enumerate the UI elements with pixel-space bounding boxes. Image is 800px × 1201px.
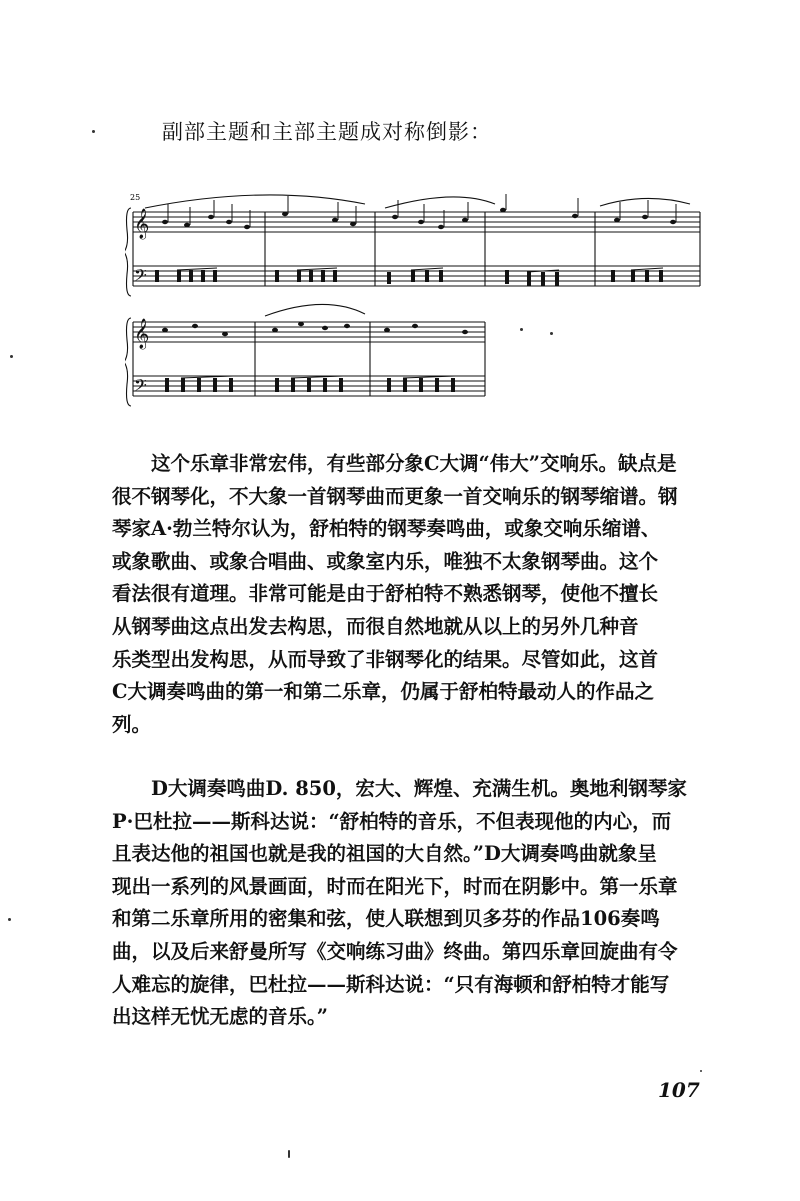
text-line: 很不钢琴化，不大象一首钢琴曲而更象一首交响乐的钢琴缩谱。钢 (112, 484, 678, 508)
scan-speck (288, 1150, 290, 1158)
scan-speck (10, 355, 13, 358)
text-line: 人难忘的旋律，巴杜拉——斯科达说：“只有海顿和舒柏特才能写 (112, 972, 670, 996)
text-line: 和第二乐章所用的密集和弦，使人联想到贝多芬的作品106奏鸣 (112, 907, 660, 931)
text-line: 列。 (112, 712, 152, 736)
text-line: 且表达他的祖国也就是我的祖国的大自然。”D大调奏鸣曲就象呈 (112, 842, 657, 866)
scan-speck (8, 918, 11, 921)
svg-text:𝄢: 𝄢 (134, 265, 147, 289)
scan-speck (700, 1070, 702, 1072)
scan-speck (92, 130, 95, 133)
svg-text:𝄞: 𝄞 (134, 319, 150, 349)
text-line: 琴家A·勃兰特尔认为，舒柏特的钢琴奏鸣曲，或象交响乐缩谱、 (112, 517, 661, 541)
page-number: 107 (658, 1078, 700, 1102)
scan-speck (520, 328, 523, 331)
scan-speck (550, 332, 553, 335)
music-score-excerpt (125, 190, 705, 420)
text-line: P·巴杜拉——斯科达说：“舒柏特的音乐，不但表现他的内心，而 (112, 809, 672, 833)
text-line: 出这样无忧无虑的音乐。” (112, 1005, 328, 1029)
text-line: 或象歌曲、或象合唱曲、或象室内乐，唯独不太象钢琴曲。这个 (112, 549, 659, 573)
paragraph-1 (112, 448, 708, 741)
text-line: 现出一系列的风景画面，时而在阳光下，时而在阴影中。第一乐章 (112, 874, 678, 898)
measure-number: 25 (130, 193, 141, 202)
text-line: 从钢琴曲这点出发去构思，而很自然地就从以上的另外几种音 (112, 614, 639, 638)
text-line: C大调奏鸣曲的第一和第二乐章，仍属于舒柏特最动人的作品之 (112, 680, 655, 704)
text-line: 乐类型出发构思，从而导致了非钢琴化的结果。尽管如此，这首 (112, 647, 659, 671)
svg-text:𝄢: 𝄢 (134, 375, 147, 399)
text-line: 这个乐章非常宏伟，有些部分象C大调“伟大”交响乐。缺点是 (151, 452, 677, 475)
text-line: 看法很有道理。非常可能是由于舒柏特不熟悉钢琴，使他不擅长 (112, 582, 659, 606)
svg-text:𝄞: 𝄞 (134, 209, 150, 239)
score-caption: 副部主题和主部主题成对称倒影： (162, 120, 492, 144)
text-line: 曲，以及后来舒曼所写《交响练习曲》终曲。第四乐章回旋曲有令 (112, 939, 678, 963)
text-line: D大调奏鸣曲D. 850，宏大、辉煌、充满生机。奥地利钢琴家 (151, 777, 687, 800)
paragraph-2 (112, 773, 708, 1034)
